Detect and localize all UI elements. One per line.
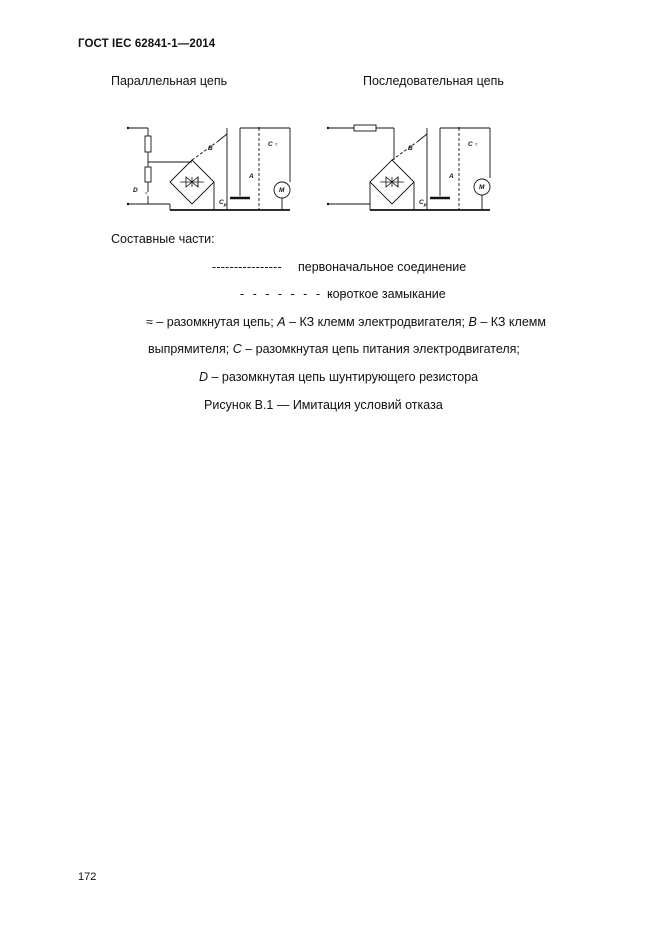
parallel-circuit-diagram (122, 112, 302, 222)
legend-dashed-line-marker: - - - - - - - - - (240, 287, 348, 301)
figure-caption: Рисунок B.1 — Имитация условий отказа (204, 398, 443, 412)
page-number: 172 (78, 871, 97, 883)
svg-text:A: A (449, 173, 454, 180)
explanation-line-2: выпрямителя; C – разомкнутая цепь питания электродвигателя; (148, 342, 520, 356)
label-c: C (268, 141, 273, 148)
standard-header: ГОСТ IEC 62841-1—2014 (78, 38, 216, 50)
label-motor: M (279, 187, 285, 194)
series-resistor (354, 125, 376, 131)
legend-solid-line-desc: первоначальное соединение (298, 260, 467, 274)
svg-text:M: M (479, 184, 485, 191)
svg-text:B: B (408, 145, 413, 152)
parallel-circuit-caption: Параллельная цепь (111, 74, 228, 88)
svg-text:≈: ≈ (275, 142, 278, 148)
input-terminal-bottom (127, 203, 129, 205)
explanation-line-1: ≈ – разомкнутая цепь; A – КЗ клемм электродвигателя; B – КЗ клемм (146, 315, 546, 329)
legend-dashed-line-desc: короткое замыкание (327, 287, 446, 301)
label-d: D (133, 187, 138, 194)
resistor-top (145, 136, 151, 152)
explanation-line-3: D – разомкнутая цепь шунтирующего резистора (199, 370, 479, 384)
label-b: B (208, 145, 213, 152)
svg-text:C: C (468, 141, 473, 148)
svg-text:Cp: $C_p$ (219, 199, 227, 207)
components-title: Составные части: (111, 232, 215, 246)
series-circuit-diagram (322, 112, 502, 222)
label-a: A (249, 173, 254, 180)
series-circuit-caption: Последовательная цепь (363, 74, 504, 88)
resistor-bottom (145, 167, 151, 182)
legend-solid-line-marker: ---------------- (212, 260, 282, 274)
svg-text:Cp: $C_p$ (419, 199, 427, 207)
svg-text:≈: ≈ (475, 142, 478, 148)
parallel-circuit-svg (122, 112, 302, 222)
series-circuit-svg (322, 112, 502, 222)
svg-text:≈: ≈ (145, 191, 148, 197)
input-terminal-top (127, 127, 129, 129)
